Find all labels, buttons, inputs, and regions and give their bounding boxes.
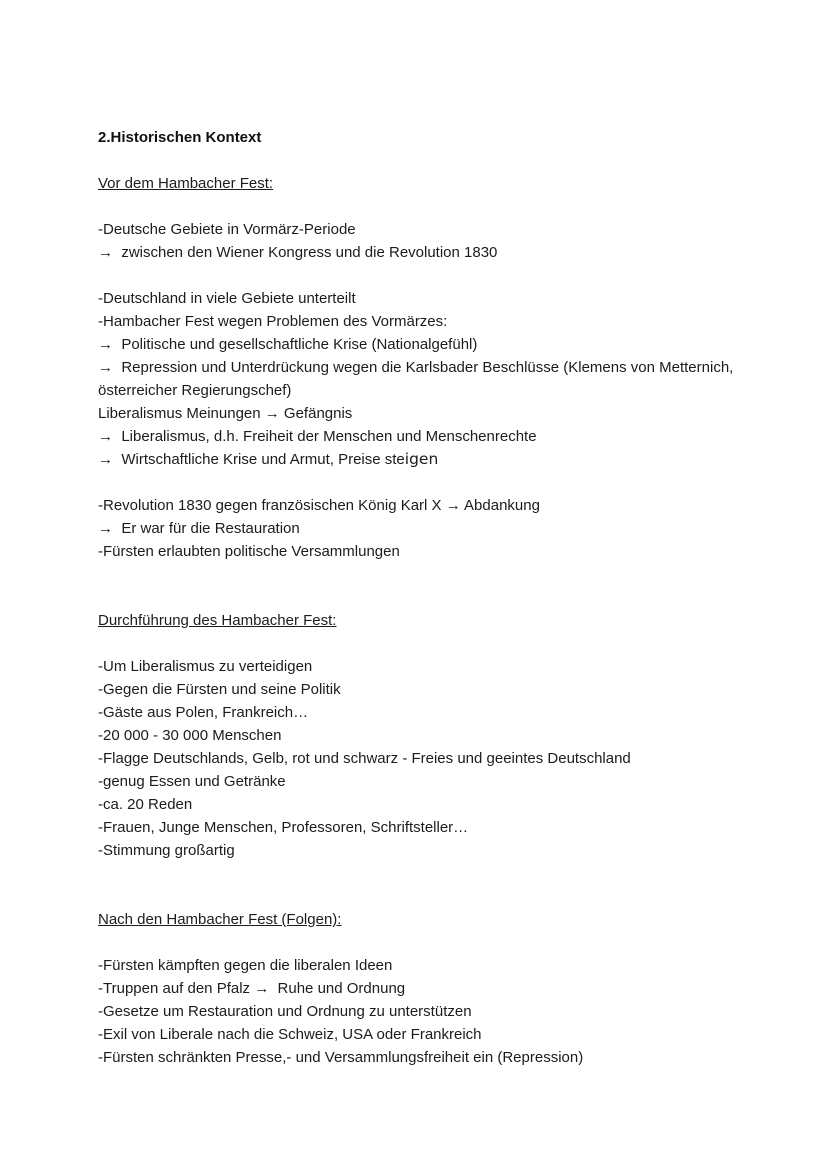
text-line: -genug Essen und Getränke (98, 773, 286, 790)
section (98, 609, 743, 862)
text-line: -Fürsten kämpften gegen die liberalen Ideen (98, 957, 393, 974)
document-body (98, 172, 743, 1069)
section (98, 908, 743, 1069)
text-line: → Er war für die Restauration (98, 520, 300, 537)
text-line: -Fürsten erlaubten politische Versammlungen (98, 543, 400, 560)
document-title: 2.Historischen Kontext (98, 129, 262, 146)
paragraph (98, 287, 743, 471)
text-line: -Gegen die Fürsten und seine Politik (98, 681, 341, 698)
paragraph (98, 655, 743, 862)
text-line: → Politische und gesellschaftliche Krise (Nationalgefühl) (98, 336, 478, 353)
paragraph (98, 494, 743, 563)
section (98, 172, 743, 563)
section-heading: Nach den Hambacher Fest (Folgen): (98, 911, 342, 928)
section-heading: Durchführung des Hambacher Fest: (98, 612, 337, 629)
section-heading: Vor dem Hambacher Fest: (98, 175, 274, 192)
text-line: → Wirtschaftliche Krise und Armut, Preise steigen (98, 450, 439, 468)
text-line: -Um Liberalismus zu verteidigen (98, 658, 313, 675)
text-line: → zwischen den Wiener Kongress und die Revolution 1830 (98, 244, 498, 261)
text-line: -Gäste aus Polen, Frankreich… (98, 704, 309, 721)
text-line: -Truppen auf den Pfalz → Ruhe und Ordnung (98, 980, 406, 997)
paragraph (98, 954, 743, 1069)
text-line: -20 000 - 30 000 Menschen (98, 727, 282, 744)
text-line: -ca. 20 Reden (98, 796, 193, 813)
text-line: -Flagge Deutschlands, Gelb, rot und schwarz - Freies und geeintes Deutschland (98, 750, 631, 767)
paragraph (98, 218, 743, 264)
text-line: -Fürsten schränkten Presse,- und Versammlungsfreiheit ein (Repression) (98, 1049, 584, 1066)
text-line: -Gesetze um Restauration und Ordnung zu unterstützen (98, 1003, 472, 1020)
text-line: -Frauen, Junge Menschen, Professoren, Schriftsteller… (98, 819, 469, 836)
text-line: -Deutschland in viele Gebiete unterteilt (98, 290, 356, 307)
text-line: -Deutsche Gebiete in Vormärz-Periode (98, 221, 356, 238)
alt-font-run: igen (404, 450, 439, 468)
text-line: -Exil von Liberale nach die Schweiz, USA oder Frankreich (98, 1026, 482, 1043)
text-line: -Stimmung großartig (98, 842, 235, 859)
text-line: -Revolution 1830 gegen französischen König Karl X → Abdankung (98, 497, 540, 514)
text-line: → Liberalismus, d.h. Freiheit der Menschen und Menschenrechte (98, 428, 537, 445)
text-line: → Repression und Unterdrückung wegen die Karlsbader Beschlüsse (Klemens von Metternich, österreicher Regierungschef) (98, 359, 738, 399)
text-line: -Hambacher Fest wegen Problemen des Vormärzes: (98, 313, 448, 330)
text-line: Liberalismus Meinungen → Gefängnis (98, 405, 353, 422)
